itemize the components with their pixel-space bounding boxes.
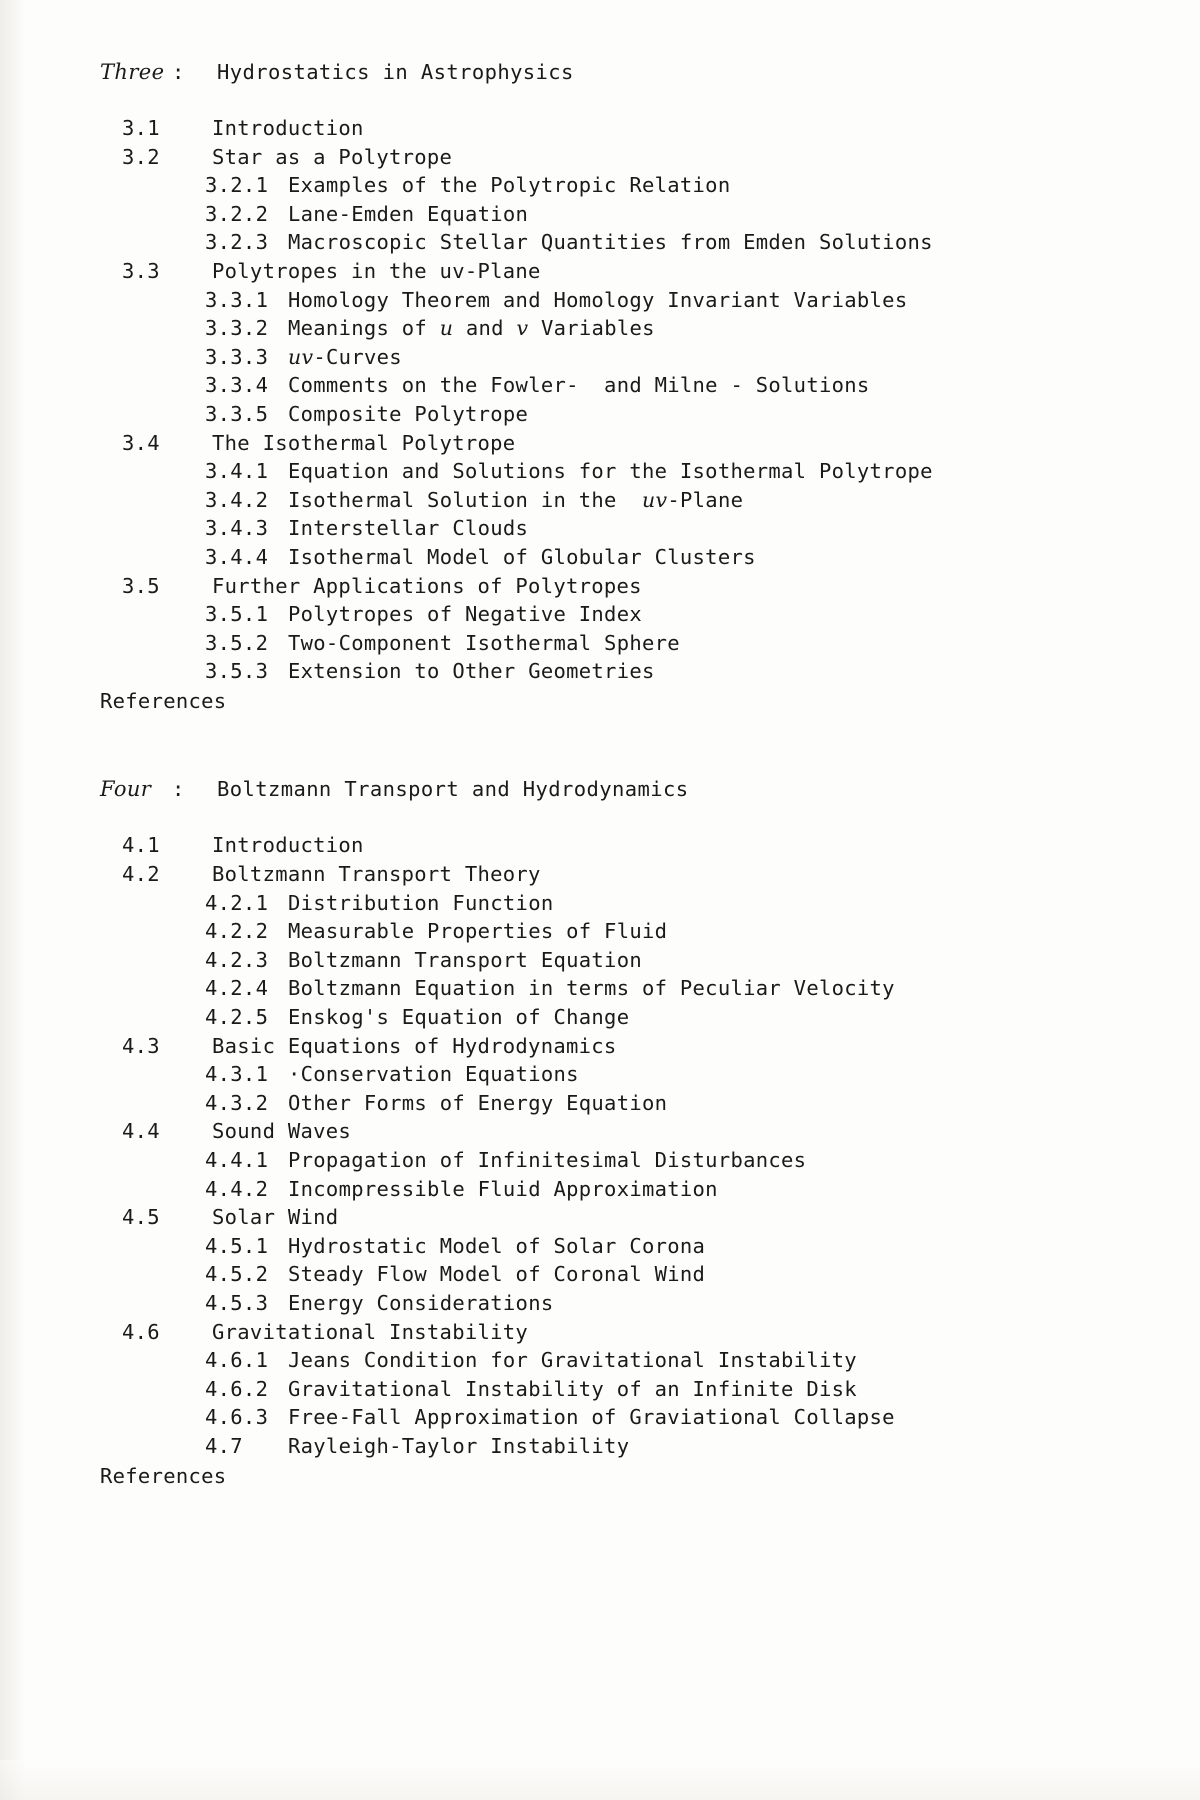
toc-entry-label: Boltzmann Equation in terms of Peculiar Velocity <box>288 976 895 1001</box>
toc-entry-number: 4.4.2 <box>205 1176 269 1201</box>
toc-entry-number: 4.2.3 <box>205 947 269 972</box>
toc-entry <box>100 200 1100 229</box>
toc-entry-label: Isothermal Solution in the uv-Plane <box>288 487 744 512</box>
toc-entry <box>100 543 1100 572</box>
toc-entry <box>100 917 1100 946</box>
toc-entry <box>100 486 1100 515</box>
toc-entry-number: 4.2 <box>122 862 160 887</box>
toc-entry-number: 4.6.3 <box>205 1405 269 1430</box>
toc-entry-number: 3.2.2 <box>205 201 269 226</box>
toc-entry-number: 3.3.1 <box>205 287 269 312</box>
toc-entry <box>100 343 1100 372</box>
toc-entry <box>100 1089 1100 1118</box>
toc-entry <box>100 1175 1100 1204</box>
toc-entry-label: Introduction <box>212 116 364 140</box>
toc-entry-number: 3.5.1 <box>205 602 269 627</box>
toc-entry-label: Interstellar Clouds <box>288 516 529 541</box>
toc-entry-label: Energy Considerations <box>288 1290 554 1315</box>
toc-entry-number: 3.3.4 <box>205 373 269 398</box>
chapter-number-word: Three <box>100 60 165 84</box>
toc-entry <box>100 1346 1100 1375</box>
toc-entry-number: 3.3.3 <box>205 344 269 369</box>
toc-entry <box>100 1003 1100 1032</box>
references-label: References <box>100 688 227 713</box>
toc-entry-label: Meanings of u and v Variables <box>288 316 655 341</box>
toc-entry-label: Boltzmann Transport Theory <box>212 862 541 887</box>
toc-content <box>100 60 1100 1490</box>
toc-entry <box>100 286 1100 315</box>
toc-entry-label: Enskog's Equation of Change <box>288 1005 630 1030</box>
toc-entry-number: 4.3 <box>122 1033 160 1058</box>
toc-entry-label: Gravitational Instability <box>212 1319 529 1344</box>
toc-entry <box>100 600 1100 629</box>
toc-entry-label: The Isothermal Polytrope <box>212 430 516 455</box>
toc-entry-label: Basic Equations of Hydrodynamics <box>212 1033 617 1058</box>
variable-v: v <box>516 316 529 341</box>
toc-entry-label: Equation and Solutions for the Isothermal Polytrope <box>288 459 933 484</box>
toc-entry-number: 4.3.2 <box>205 1090 269 1115</box>
toc-entry-label: Free-Fall Approximation of Graviational Collapse <box>288 1405 895 1430</box>
toc-entry <box>100 1375 1100 1404</box>
toc-entry-label: uv-Curves <box>288 344 402 369</box>
references-label: References <box>100 1463 227 1488</box>
toc-entry-label: Examples of the Polytropic Relation <box>288 173 731 198</box>
toc-entry <box>100 429 1100 458</box>
toc-entry <box>100 1318 1100 1347</box>
toc-entry <box>100 1032 1100 1061</box>
toc-entry-number: 3.4.3 <box>205 516 269 541</box>
toc-entry <box>100 1146 1100 1175</box>
toc-entry-number: 4.2.1 <box>205 890 269 915</box>
toc-entry-number: 4.4 <box>122 1119 160 1144</box>
toc-entry-label: Boltzmann Transport Equation <box>288 947 642 972</box>
toc-entry <box>100 114 1100 143</box>
toc-entry-label: Polytropes in the uv-Plane <box>212 258 541 283</box>
toc-entry <box>100 889 1100 918</box>
toc-entry-label: Distribution Function <box>288 890 554 915</box>
toc-entry <box>100 1403 1100 1432</box>
toc-entry <box>100 171 1100 200</box>
toc-entry-number: 4.7 <box>205 1433 243 1458</box>
chapter-spacer <box>100 715 1100 777</box>
toc-entry-number: 3.4.2 <box>205 487 269 512</box>
toc-entry <box>100 1203 1100 1232</box>
toc-entry <box>100 572 1100 601</box>
toc-entry <box>100 1232 1100 1261</box>
toc-entry <box>100 257 1100 286</box>
toc-entry-label: Comments on the Fowler- and Milne - Solutions <box>288 373 870 398</box>
toc-entry-label: Introduction <box>212 833 364 858</box>
toc-entry-label: Isothermal Model of Globular Clusters <box>288 544 756 569</box>
toc-entry-label: Other Forms of Energy Equation <box>288 1090 668 1115</box>
toc-entry-label: Hydrostatic Model of Solar Corona <box>288 1233 706 1258</box>
toc-entry-label: Composite Polytrope <box>288 401 529 426</box>
toc-entry-number: 4.5.1 <box>205 1233 269 1258</box>
toc-entry-number: 3.4.1 <box>205 459 269 484</box>
toc-entry <box>100 371 1100 400</box>
toc-entry-label: Two-Component Isothermal Sphere <box>288 630 680 655</box>
chapter-heading-three <box>100 60 1100 84</box>
toc-entry-number: 4.2.5 <box>205 1005 269 1030</box>
toc-entry-label: Lane-Emden Equation <box>288 201 529 226</box>
toc-entry <box>100 228 1100 257</box>
toc-entry-label: Gravitational Instability of an Infinite Disk <box>288 1376 857 1401</box>
chapter-heading-four <box>100 777 1100 801</box>
toc-entry-label: Propagation of Infinitesimal Disturbances <box>288 1148 807 1172</box>
toc-entry-number: 4.6.2 <box>205 1376 269 1401</box>
variable-uv: uv <box>641 487 668 512</box>
page-edge-shading-left <box>0 0 26 1800</box>
toc-entry-label: Jeans Condition for Gravitational Instability <box>288 1348 857 1373</box>
toc-entry <box>100 1289 1100 1318</box>
chapter-separator: : <box>172 60 185 84</box>
page-edge-shading-bottom <box>0 1760 1200 1800</box>
toc-entry <box>100 457 1100 486</box>
toc-entry <box>100 657 1100 686</box>
toc-entry-number: 4.4.1 <box>205 1148 269 1172</box>
toc-entry-label: ·Conservation Equations <box>288 1062 579 1087</box>
toc-entry <box>100 831 1100 860</box>
toc-entry-number: 3.4.4 <box>205 544 269 569</box>
toc-entry-number: 3.3 <box>122 258 160 283</box>
toc-entry-number: 3.3.5 <box>205 401 269 426</box>
toc-entry-label: Homology Theorem and Homology Invariant Variables <box>288 287 908 312</box>
chapter-separator: : <box>172 777 185 802</box>
toc-entry-number: 4.6 <box>122 1319 160 1344</box>
toc-entry-number: 3.2.1 <box>205 173 269 198</box>
toc-entry-number: 4.5 <box>122 1205 160 1230</box>
toc-entry <box>100 1117 1100 1146</box>
toc-entry-number: 3.2 <box>122 144 160 169</box>
toc-entry <box>100 946 1100 975</box>
toc-entry-label: Extension to Other Geometries <box>288 659 655 684</box>
toc-entry <box>100 314 1100 343</box>
toc-entry-label: Steady Flow Model of Coronal Wind <box>288 1262 706 1287</box>
toc-entry-number: 4.5.3 <box>205 1290 269 1315</box>
toc-entry-number: 3.2.3 <box>205 230 269 255</box>
toc-entry <box>100 629 1100 658</box>
toc-entry-number: 4.2.2 <box>205 919 269 944</box>
toc-entry-number: 3.4 <box>122 430 160 455</box>
toc-entry-number: 3.1 <box>122 116 160 140</box>
toc-entry-number: 4.1 <box>122 833 160 858</box>
toc-entry <box>100 1060 1100 1089</box>
toc-entry-label: Rayleigh-Taylor Instability <box>288 1433 630 1458</box>
toc-entry-label: Sound Waves <box>212 1119 352 1144</box>
toc-entry-label: Measurable Properties of Fluid <box>288 919 668 944</box>
toc-entry-label: Star as a Polytrope <box>212 144 453 169</box>
toc-entry-number: 3.5.3 <box>205 659 269 684</box>
toc-entry-number: 3.5.2 <box>205 630 269 655</box>
toc-entry <box>100 974 1100 1003</box>
chapter-title: Hydrostatics in Astrophysics <box>217 60 574 84</box>
toc-entry-number: 3.5 <box>122 573 160 598</box>
toc-entry-number: 4.6.1 <box>205 1348 269 1373</box>
chapter-title: Boltzmann Transport and Hydrodynamics <box>217 777 689 802</box>
variable-u: u <box>439 316 454 341</box>
toc-entry <box>100 1432 1100 1461</box>
toc-entry-label: Incompressible Fluid Approximation <box>288 1176 718 1201</box>
toc-entry <box>100 1260 1100 1289</box>
chapter-number-word: Four <box>100 777 152 802</box>
toc-entry <box>100 400 1100 429</box>
toc-entry-label: Solar Wind <box>212 1205 339 1230</box>
variable-uv: uv <box>288 344 314 369</box>
toc-entry-label: Polytropes of Negative Index <box>288 602 642 627</box>
toc-entry-label: Macroscopic Stellar Quantities from Emden Solutions <box>288 230 933 255</box>
toc-entry <box>100 860 1100 889</box>
toc-entry-number: 4.3.1 <box>205 1062 269 1087</box>
toc-entry-number: 3.3.2 <box>205 316 269 341</box>
toc-entry <box>100 514 1100 543</box>
toc-entry-label: Further Applications of Polytropes <box>212 573 642 598</box>
toc-entry-number: 4.2.4 <box>205 976 269 1001</box>
toc-entry <box>100 143 1100 172</box>
toc-entry-number: 4.5.2 <box>205 1262 269 1287</box>
